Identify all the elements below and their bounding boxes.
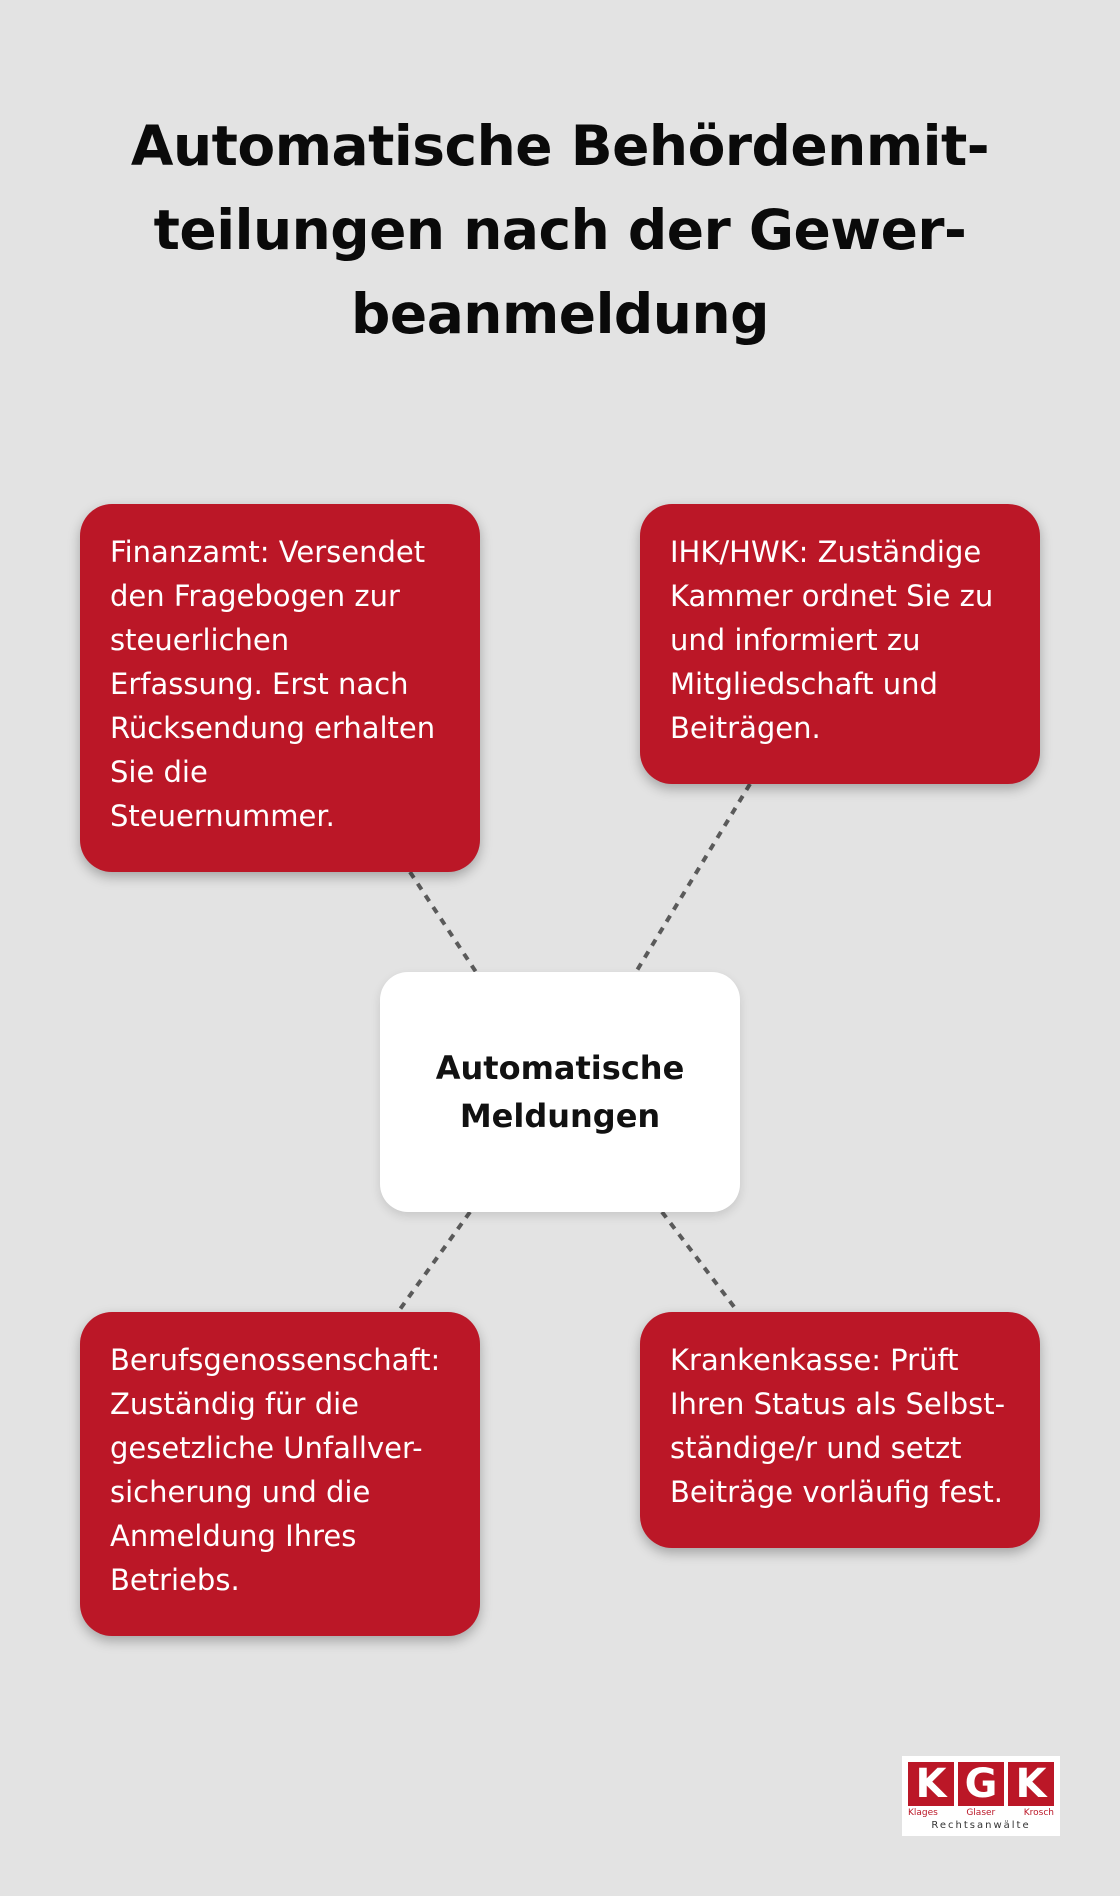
logo-letter-k: K [908,1762,954,1806]
card-text-line: Finanzamt: Versendet [110,535,426,569]
logo-subtitle: Rechtsanwälte [931,1820,1031,1831]
card-text-line: sicherung und die [110,1475,371,1509]
page-title [60,104,1060,356]
card-text-line: Betriebs. [110,1563,240,1597]
connector-krankenkasse [662,1212,738,1312]
card-text-line: Sie die [110,755,208,789]
logo-letters [908,1762,1054,1806]
card-text-line: Krankenkasse: Prüft [670,1343,959,1377]
card-text-line: Mitgliedschaft und [670,667,938,701]
title-line: teilungen nach der Gewer- [153,198,967,262]
card-text-line: ständige/r und setzt [670,1431,962,1465]
logo-letter-g: G [958,1762,1004,1806]
card-text-line: Anmeldung Ihres [110,1519,357,1553]
center-label-line: Automatische [435,1049,685,1087]
card-text-line: Erfassung. Erst nach [110,667,409,701]
center-node [380,972,740,1212]
connector-finanzamt [410,872,476,972]
card-text-line: und informiert zu [670,623,921,657]
center-label-line: Meldungen [459,1097,661,1135]
card-text-line: Beiträgen. [670,711,821,745]
card-finanzamt [80,504,480,872]
card-text-line: Berufsgenossenschaft: [110,1343,441,1377]
card-berufsgenossenschaft [80,1312,480,1636]
logo-name: Klages [908,1808,938,1818]
logo-name: Glaser [966,1808,996,1818]
logo-name: Krosch [1023,1808,1054,1818]
card-text-line: Zuständig für die [110,1387,360,1421]
card-krankenkasse [640,1312,1040,1548]
card-text-line: Rücksendung erhalten [110,711,436,745]
connector-berufsgenossenschaft [398,1212,470,1312]
connector-ihk [636,784,750,972]
card-text-line: Kammer ordnet Sie zu [670,579,994,613]
card-text-line: Steuernummer. [110,799,335,833]
card-text-line: IHK/HWK: Zuständige [670,535,982,569]
logo-names [908,1807,1054,1819]
card-text-line: Beiträge vorläufig fest. [670,1475,1004,1509]
card-text-line: gesetzliche Unfallver- [110,1431,423,1465]
card-text-line: steuerlichen [110,623,290,657]
kgk-logo [902,1756,1060,1836]
logo-letter-k2: K [1008,1762,1054,1806]
card-text-line: den Fragebogen zur [110,579,400,613]
card-text-line: Ihren Status als Selbst- [670,1387,1006,1421]
card-ihk-hwk [640,504,1040,784]
title-line: Automatische Behördenmit- [130,114,990,178]
title-line: beanmeldung [351,282,769,346]
